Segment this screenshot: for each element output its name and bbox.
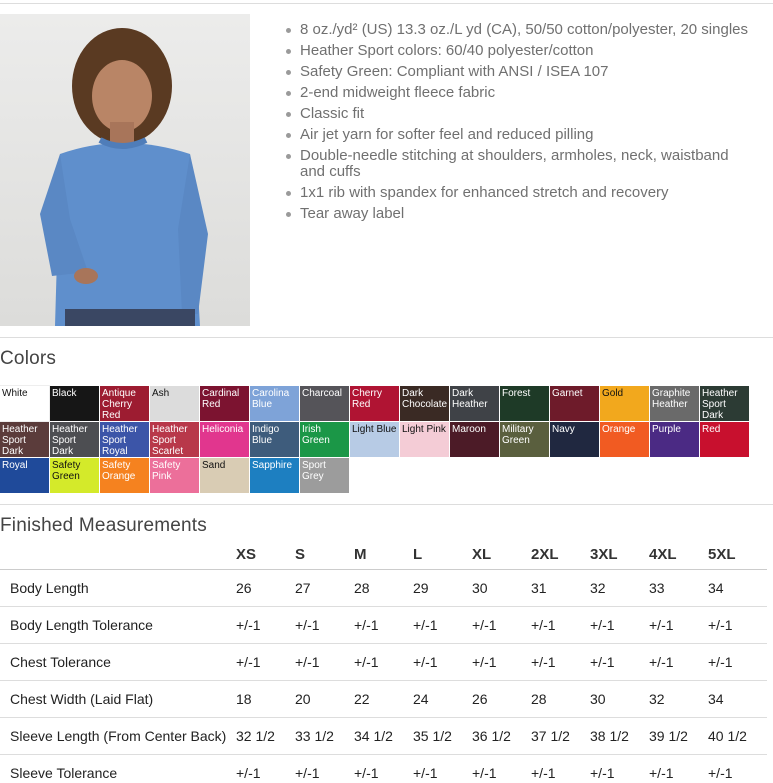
measurement-cell: +/-1 [236, 606, 295, 643]
measurement-cell: 20 [295, 680, 354, 717]
color-swatch[interactable]: White [0, 386, 49, 421]
color-swatch[interactable]: Heather Sport Dark [700, 386, 749, 421]
measurement-cell: 37 1/2 [531, 717, 590, 754]
table-row [0, 717, 767, 754]
color-swatch[interactable]: Heliconia [200, 422, 249, 457]
measurement-cell: 39 1/2 [649, 717, 708, 754]
measurement-cell: 32 [590, 569, 649, 606]
size-header-row [0, 540, 767, 569]
measurement-cell: +/-1 [590, 754, 649, 783]
measurement-cell: 28 [354, 569, 413, 606]
measurement-cell: 24 [413, 680, 472, 717]
size-header: 3XL [590, 540, 649, 569]
measurement-cell: +/-1 [472, 754, 531, 783]
measurement-cell: 26 [472, 680, 531, 717]
color-swatch[interactable]: Sapphire [250, 458, 299, 493]
color-swatch[interactable]: Military Green [500, 422, 549, 457]
color-swatch[interactable]: Cardinal Red [200, 386, 249, 421]
color-swatch[interactable]: Royal [0, 458, 49, 493]
measurement-cell: +/-1 [708, 754, 767, 783]
color-swatch[interactable]: Ash [150, 386, 199, 421]
colors-divider [0, 337, 773, 338]
feature-item: Double-needle stitching at shoulders, armholes, neck, waistband and cuffs [283, 148, 753, 180]
row-label: Chest Width (Laid Flat) [0, 680, 236, 717]
measurement-cell: 26 [236, 569, 295, 606]
measurement-cell: 32 [649, 680, 708, 717]
measurement-cell: 34 1/2 [354, 717, 413, 754]
measurement-cell: +/-1 [295, 643, 354, 680]
color-swatch[interactable]: Forest [500, 386, 549, 421]
colors-heading: Colors [0, 348, 57, 369]
color-swatch[interactable]: Orange [600, 422, 649, 457]
row-label: Sleeve Tolerance [0, 754, 236, 783]
color-swatch[interactable]: Maroon [450, 422, 499, 457]
measurement-cell: +/-1 [708, 643, 767, 680]
measurement-cell: +/-1 [472, 643, 531, 680]
color-swatch[interactable]: Dark Chocolate [400, 386, 449, 421]
color-swatch[interactable]: Heather Sport Dark [0, 422, 49, 457]
size-header: XS [236, 540, 295, 569]
row-label: Body Length Tolerance [0, 606, 236, 643]
color-swatch[interactable]: Graphite Heather [650, 386, 699, 421]
measurement-cell: 30 [472, 569, 531, 606]
measurement-cell: +/-1 [413, 754, 472, 783]
measurement-cell: 32 1/2 [236, 717, 295, 754]
color-swatch[interactable]: Garnet [550, 386, 599, 421]
feature-item: 1x1 rib with spandex for enhanced stretch and recovery [283, 185, 753, 201]
measurement-cell: +/-1 [590, 643, 649, 680]
color-swatch[interactable]: Navy [550, 422, 599, 457]
measurement-cell: +/-1 [295, 754, 354, 783]
feature-item: Tear away label [283, 206, 753, 222]
color-swatch[interactable]: Light Blue [350, 422, 399, 457]
measurement-cell: +/-1 [531, 606, 590, 643]
measurement-cell: 33 [649, 569, 708, 606]
measurement-cell: +/-1 [649, 754, 708, 783]
color-swatch[interactable]: Dark Heather [450, 386, 499, 421]
measurements-table [0, 540, 767, 783]
measurement-cell: 38 1/2 [590, 717, 649, 754]
measurement-cell: +/-1 [708, 606, 767, 643]
color-swatch[interactable]: Antique Cherry Red [100, 386, 149, 421]
color-swatch[interactable]: Sand [200, 458, 249, 493]
color-swatch[interactable]: Gold [600, 386, 649, 421]
color-swatch[interactable]: Sport Grey [300, 458, 349, 493]
measurement-cell: 36 1/2 [472, 717, 531, 754]
measurement-cell: +/-1 [649, 643, 708, 680]
measurement-cell: +/-1 [531, 754, 590, 783]
measurement-cell: +/-1 [472, 606, 531, 643]
feature-item: Air jet yarn for softer feel and reduced pilling [283, 127, 753, 143]
color-swatch[interactable]: Heather Sport Royal [100, 422, 149, 457]
size-header: 5XL [708, 540, 767, 569]
row-label: Sleeve Length (From Center Back) [0, 717, 236, 754]
color-swatch[interactable]: Black [50, 386, 99, 421]
color-swatch[interactable]: Safety Pink [150, 458, 199, 493]
top-divider [0, 3, 773, 4]
measurement-cell: 31 [531, 569, 590, 606]
measurement-cell: +/-1 [590, 606, 649, 643]
size-header: XL [472, 540, 531, 569]
row-label: Chest Tolerance [0, 643, 236, 680]
measurement-cell: 22 [354, 680, 413, 717]
measurement-cell: +/-1 [236, 754, 295, 783]
size-header: L [413, 540, 472, 569]
measurement-cell: +/-1 [354, 643, 413, 680]
measurement-cell: +/-1 [295, 606, 354, 643]
color-swatch[interactable]: Indigo Blue [250, 422, 299, 457]
measurement-cell: +/-1 [413, 606, 472, 643]
measurement-cell: +/-1 [649, 606, 708, 643]
measurement-cell: +/-1 [354, 754, 413, 783]
feature-list [283, 22, 753, 227]
color-swatch[interactable]: Carolina Blue [250, 386, 299, 421]
feature-item: Safety Green: Compliant with ANSI / ISEA 107 [283, 64, 753, 80]
table-row [0, 606, 767, 643]
product-image [0, 14, 250, 326]
color-swatch[interactable]: Irish Green [300, 422, 349, 457]
measurement-cell: 18 [236, 680, 295, 717]
feature-item: 8 oz./yd² (US) 13.3 oz./L yd (CA), 50/50 cotton/polyester, 20 singles [283, 22, 753, 38]
measurement-cell: 29 [413, 569, 472, 606]
measurements-divider [0, 504, 773, 505]
measurement-cell: 34 [708, 569, 767, 606]
color-swatch[interactable]: Heather Sport Scarlet [150, 422, 199, 457]
color-swatch[interactable]: Red [700, 422, 749, 457]
table-row [0, 754, 767, 783]
size-header: 2XL [531, 540, 590, 569]
measurement-cell: 33 1/2 [295, 717, 354, 754]
measurement-cell: +/-1 [413, 643, 472, 680]
feature-item: 2-end midweight fleece fabric [283, 85, 753, 101]
color-swatch[interactable]: Purple [650, 422, 699, 457]
color-swatch-grid [0, 386, 752, 494]
measurement-cell: 35 1/2 [413, 717, 472, 754]
measurement-cell: 34 [708, 680, 767, 717]
size-header: M [354, 540, 413, 569]
color-swatch[interactable]: Heather Sport Dark [50, 422, 99, 457]
feature-item: Heather Sport colors: 60/40 polyester/cotton [283, 43, 753, 59]
row-label: Body Length [0, 569, 236, 606]
size-header: S [295, 540, 354, 569]
measurement-cell: 30 [590, 680, 649, 717]
measurement-cell: 27 [295, 569, 354, 606]
color-swatch[interactable]: Cherry Red [350, 386, 399, 421]
color-swatch[interactable]: Safety Green [50, 458, 99, 493]
table-row [0, 680, 767, 717]
measurement-cell: 40 1/2 [708, 717, 767, 754]
header-spacer [0, 540, 236, 569]
feature-item: Classic fit [283, 106, 753, 122]
color-swatch[interactable]: Safety Orange [100, 458, 149, 493]
measurements-heading: Finished Measurements [0, 515, 207, 536]
measurement-cell: 28 [531, 680, 590, 717]
table-row [0, 643, 767, 680]
color-swatch[interactable]: Charcoal [300, 386, 349, 421]
color-swatch[interactable]: Light Pink [400, 422, 449, 457]
measurement-cell: +/-1 [236, 643, 295, 680]
size-header: 4XL [649, 540, 708, 569]
measurement-cell: +/-1 [531, 643, 590, 680]
measurement-cell: +/-1 [354, 606, 413, 643]
table-row [0, 569, 767, 606]
